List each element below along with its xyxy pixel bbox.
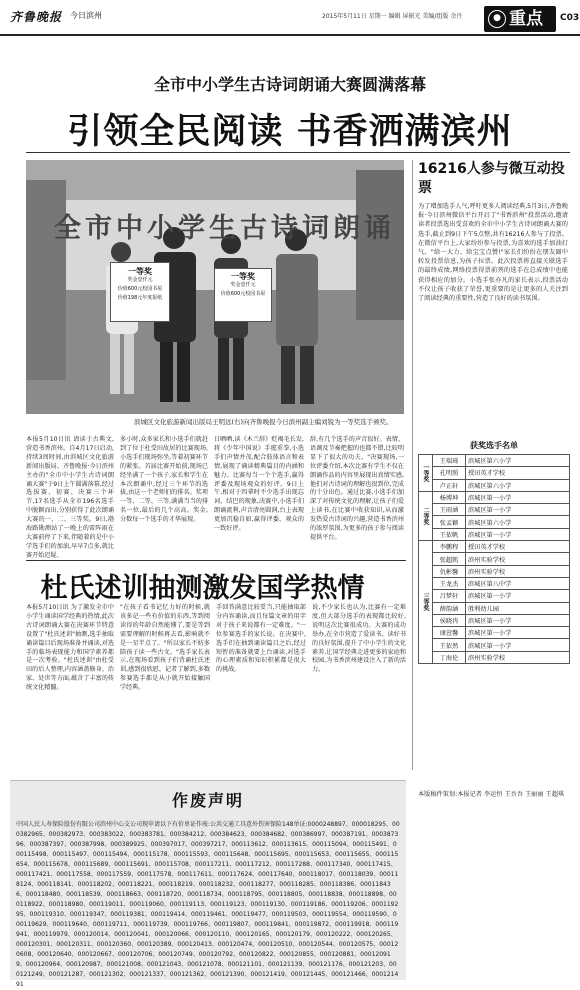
photo-banner-text: 全市中小学生古诗词朗诵 <box>54 213 395 244</box>
prize-board-2-line2: 价值600元校园书屋 <box>220 291 266 297</box>
winner-row <box>419 590 570 602</box>
section-label: 重点 <box>509 9 543 29</box>
winner-school: 滨城区第一小学 <box>466 528 570 540</box>
section-icon: ● <box>488 10 506 28</box>
winner-row <box>419 627 570 639</box>
winner-name: 王瑞琦 <box>433 455 466 467</box>
winner-school: 滨城区第六小学 <box>466 479 570 491</box>
winner-school: 滨城区第一小学 <box>466 614 570 626</box>
notice-body: 中国人民人寿保险股份有限公司滨州中心支公司现申请以下有价单证作废:公共交通工具意外伤害保险148单证:0000248897、000018295、000382965、000382973、000383022、000383781、000384212、000384623、000384682、000386997、000387191、000387396、000387397、000387998、000389925、000397017、000397217、000113612、000113615、000115094、000115491、000115498、000115497、000115494、000115178、000115593、000115648、000115695、000115653、000115655、000115654、000115678、000115689、000115691、000115708、000117211、000117212、000117288、000117340、000117415、000117421、000117558、000117559、000117578、000117611、000117624、000117640、000118017、000118039、000118124、000118141、000118202、000118221、000118219、000118232、000118277、000118285、000118386、000118436、000118480、000118539、000118663、000118720、000118734、000118795、000118805、000118838、000118898、000118922、000118980、000119011、000119060、000119113、000119123、000119130、000119186、000119206、000119295、000119310、000119347、000119381、000119414、000119461、000119477、000119503、000119554、000119590、000119629、000119640、000119711、000119739、000119766、000119807、000119841、000119872、000119918、000119941、000119979、000120014、000120041、000120066、000120110、000120165、000120179、000120222、000120265、000120301、000120311、000120360、000120389、000120413、000120474、000120510、000120544、000120575、000120608、000120640、000120667、000120706、000120749、000120792、000120822、000120855、000120881、000120919、000120964、000120987、000121008、000121043、000121078、000121101、000121139、000121176、000121203、000121249、000121287、000121302、000121337、000121362、000121390、000121419、000121445、000121466、000121491 <box>16 821 400 988</box>
winner-school: 滨城区第一小学 <box>466 491 570 503</box>
winners-title: 获奖选手名单 <box>470 441 518 450</box>
winner-school: 胜利幼儿园 <box>466 602 570 614</box>
sidebar-body: 为了增加选手人气,呼吁更多人阅读经典,5月3日,齐鲁晚报·今日滨州微信平台开启了"书香滨州"投票活动,邀请读者投票选出受喜欢的全市中小学生古诗词朗诵大赛的选手,截止到9日下午5点整,共有16216人参与了投票。在微信平台上,大家纷纷参与投票,为喜欢的选手加油打气。"给一大力、给宝宝点赞!"家长们纷纷在朋友圈中转发投票信息,为孩子拉票。此次投票将直接关联选手的最终成绩,网络投票得票前列的选手在总成绩中也能获得相应的加分。小选手张亦凡的家长表示,投票活动不仅让孩子收获了荣誉,更重要的是让更多的人关注到了阅读经典的重要性,营造了良好的读书氛围。 <box>418 203 568 303</box>
winner-name: 李鹏程 <box>433 541 466 553</box>
prize-board-2 <box>214 268 272 322</box>
winner-row <box>419 455 570 467</box>
winner-name: 卢正轩 <box>433 479 466 491</box>
page-number: C03 <box>560 13 580 23</box>
lead-body-col4: 辞,有几个选手的声音很好。表情、语调及节奏把握的也都不错,比较明显下了很大的功夫。"决赛现场,一位评委介绍,本次比赛有学生不仅在朗诵作品的内容里展现出真情实感,他们对古诗词的理解也很到位,完成的十分出色。通过比赛,小选手们加深了对传统文化的理解,让孩子们爱上读书,在比赛中收获知识,从而激发热爱古诗词的兴趣,营造书香滨州的浓厚氛围,为更多的孩子参与阅读提供平台。 <box>310 436 404 541</box>
winner-name: 仇彬馨 <box>433 565 466 577</box>
column-rule <box>412 160 413 770</box>
prize-board-line2: 价值600元校园书屋 <box>117 286 163 292</box>
winner-name: 丁海伦 <box>433 651 466 663</box>
winner-school: 滨城区第六小学 <box>466 516 570 528</box>
winner-name: 康萱馨 <box>433 627 466 639</box>
winner-row <box>419 602 570 614</box>
prize-board-line3: 价值198元年度报纸 <box>117 295 163 301</box>
issue-meta: 2015年5月11日 星期一 编辑 屏振光 美编/组版 余丹 <box>322 13 463 20</box>
winner-school: 滨城区第六小学 <box>466 455 570 467</box>
winner-school: 滨州实验学校 <box>466 565 570 577</box>
winner-row <box>419 553 570 565</box>
winner-school: 滨城区第八中学 <box>466 577 570 589</box>
winner-school: 滨州实验学校 <box>466 651 570 663</box>
winner-school: 授田英才学校 <box>466 467 570 479</box>
prize-board-line1: 奖金壹仟元 <box>127 277 153 283</box>
masthead-sub: 今日滨州 <box>70 11 102 20</box>
winners-box <box>418 440 570 664</box>
winner-name: 薛韵涵 <box>433 602 466 614</box>
winner-row <box>419 516 570 528</box>
prize-board <box>110 262 170 322</box>
credits: 本版稿件策划:本报记者 李运恒 王吾吾 王丽丽 王超琪 <box>418 791 565 798</box>
rule <box>26 560 406 561</box>
winner-row <box>419 614 570 626</box>
prize-board-2-line1: 奖金壹仟元 <box>230 282 256 288</box>
second-headline: 杜氏述训抽测激发国学热情 <box>40 573 365 604</box>
lead-kicker: 全市中小学生古诗词朗诵大赛圆满落幕 <box>153 75 426 94</box>
winner-row <box>419 504 570 516</box>
winner-row <box>419 565 570 577</box>
prize-board-title: 一等奖 <box>128 267 152 276</box>
winner-name: 张超凯 <box>433 553 466 565</box>
winner-tier-label: 一等奖 <box>419 455 433 492</box>
winner-row <box>419 491 570 503</box>
winner-name: 吕梦轩 <box>433 590 466 602</box>
winner-school: 滨城区第一小学 <box>466 627 570 639</box>
winner-row <box>419 479 570 491</box>
lead-headline: 引领全民阅读 书香洒满滨州 <box>67 112 513 152</box>
winner-name: 王依然 <box>433 639 466 651</box>
winner-school: 滨城区第一小学 <box>466 504 570 516</box>
winner-name: 张孟颖 <box>433 516 466 528</box>
winner-tier-label: 二等奖 <box>419 491 433 540</box>
winner-row <box>419 541 570 553</box>
winner-row <box>419 528 570 540</box>
award-photo <box>26 160 404 414</box>
winner-tier-label: 三等奖 <box>419 541 433 664</box>
winner-name: 王雨涵 <box>433 504 466 516</box>
sidebar-title: 16216人参与微互动投票 <box>418 161 565 196</box>
masthead-logo: 齐鲁晚报 <box>10 10 63 24</box>
winner-school: 授田英才学校 <box>466 541 570 553</box>
rule <box>26 152 570 153</box>
winner-row <box>419 577 570 589</box>
second-body-col2: "在孩子看书记忆力好的时候,就该多记一些有价值的东西,等到阅读得的年龄自然能懂了,要是等到需要理解的时候再去看,影响就不是一星半点了。"所以家长不妨多陪孩子读一些古文。"选手家长表示,在现场看到孩子们背诵杜氏述训,感到很欣慰。记者了解到,多数参赛选手都是从小就开始接触国学经典。 <box>120 604 210 692</box>
winner-name: 杨博坤 <box>433 491 466 503</box>
lead-body-col3: 日晒晒,读《木兰辞》贬褐毛长发,将《少年中国说》手握重拳,小选手们声情并茂,配合肢体语言和表情,展现了诵读精典篇目的内涵和魅力。比赛每当一个个选手,赢得评委及现场观众的好评。9日上午,相对于四辈时不少选手出现忘词、结巴的现象,决赛中,小选手们朗诵流利,声音清亮圆润,台上表现更加沉稳自如,赢得评委、观众的一致好评。 <box>214 436 304 533</box>
notice-title: 作废声明 <box>171 791 244 810</box>
second-body-col4: 说,不少家长也认为,比赛有一定难度,但大部分选手的表现都比较好,说明这次比赛很成功。大赛的成功举办,在全市营造了爱读书、读好书的良好氛围,提升了中小学生的文化素养,让国学经典走进更多的家庭和校园,为书香滨州建设注入了新的活力。 <box>312 604 406 674</box>
second-body-col1: 本报5月10日讯 为了激发全市中小学生诵读国学经典的热情,此次古诗词朗诵大赛在决赛环节特意设置了"杜氏述训"抽测,选手抽取诵读篇目后现场准备并诵读,对选手的临场表现能力和国学素养都是一次考验。"杜氏述训"由杜受田的后人整理,内容涵盖修身、治家、处世等方面,蕴含了丰富的传统文化精髓。 <box>26 604 114 692</box>
lead-body-col1: 本报5月10日讯 请读于古典文,营造书香滨州。自4月17日启动,持续3周时间,由滨城区文化旅游新闻出版局、齐鲁晚报·今日滨州主办的"全市中小学生古诗词朗诵大赛"于9日上午圆满落幕,经过选拔赛、初赛、决赛三个环节,17名选手从全市196名选手中脱颖而出,分别获得了此次朗诵大赛的一、二、三等奖。9日,渤海路勘测站了一晚上的雷阵雨在大赛前停了下来,伴随着的是中小学选手们的加油,早早7点多,就比赛开始迟疑。 <box>26 436 114 559</box>
lead-body-col2: 多小时,众多家长和小选手们就赶到了位于杜受田故居的比赛现场,小选手们现场弥坐,等着初赛环节的紧张。首届比赛开始前,现场已经坐满了一个孩子,家长和学生在本次朗诵中,经过三个环节的选拔,由这一个老师们的排名。奖项一等、二等、三等,满满当当的排名一位,最后的几个高高。奖金,分数每一个选手的才华展现。 <box>120 436 208 524</box>
winner-name: 侯晓冉 <box>433 614 466 626</box>
winner-name: 孔明照 <box>433 467 466 479</box>
winners-table <box>418 454 570 664</box>
winner-name: 王龙杰 <box>433 577 466 589</box>
winner-row <box>419 651 570 663</box>
prize-board-2-title: 一等奖 <box>231 272 255 281</box>
winner-row <box>419 639 570 651</box>
winner-row <box>419 467 570 479</box>
winner-name: 王依帆 <box>433 528 466 540</box>
winner-school: 滨城区第一小学 <box>466 639 570 651</box>
second-body-col3: 手回答满意比较妥当,只能抽取部分内容诵读,而且每篇文章的用字对于孩子来说都有一定难度。"一位参赛选手的家长说。在决赛中,选手们在抽到诵读篇目之后,经过短暂的准备就要上台诵读,对选手的心理素质和知识积累都是很大的挑战。 <box>216 604 306 674</box>
photo-caption: 滨城区文化旅游新闻出版局王明远(右)向齐鲁晚报今日滨州副主编刘锐为一等奖选手颁奖。 <box>134 418 393 426</box>
winner-school: 滨州实验学校 <box>466 553 570 565</box>
winner-school: 滨城区第一小学 <box>466 590 570 602</box>
